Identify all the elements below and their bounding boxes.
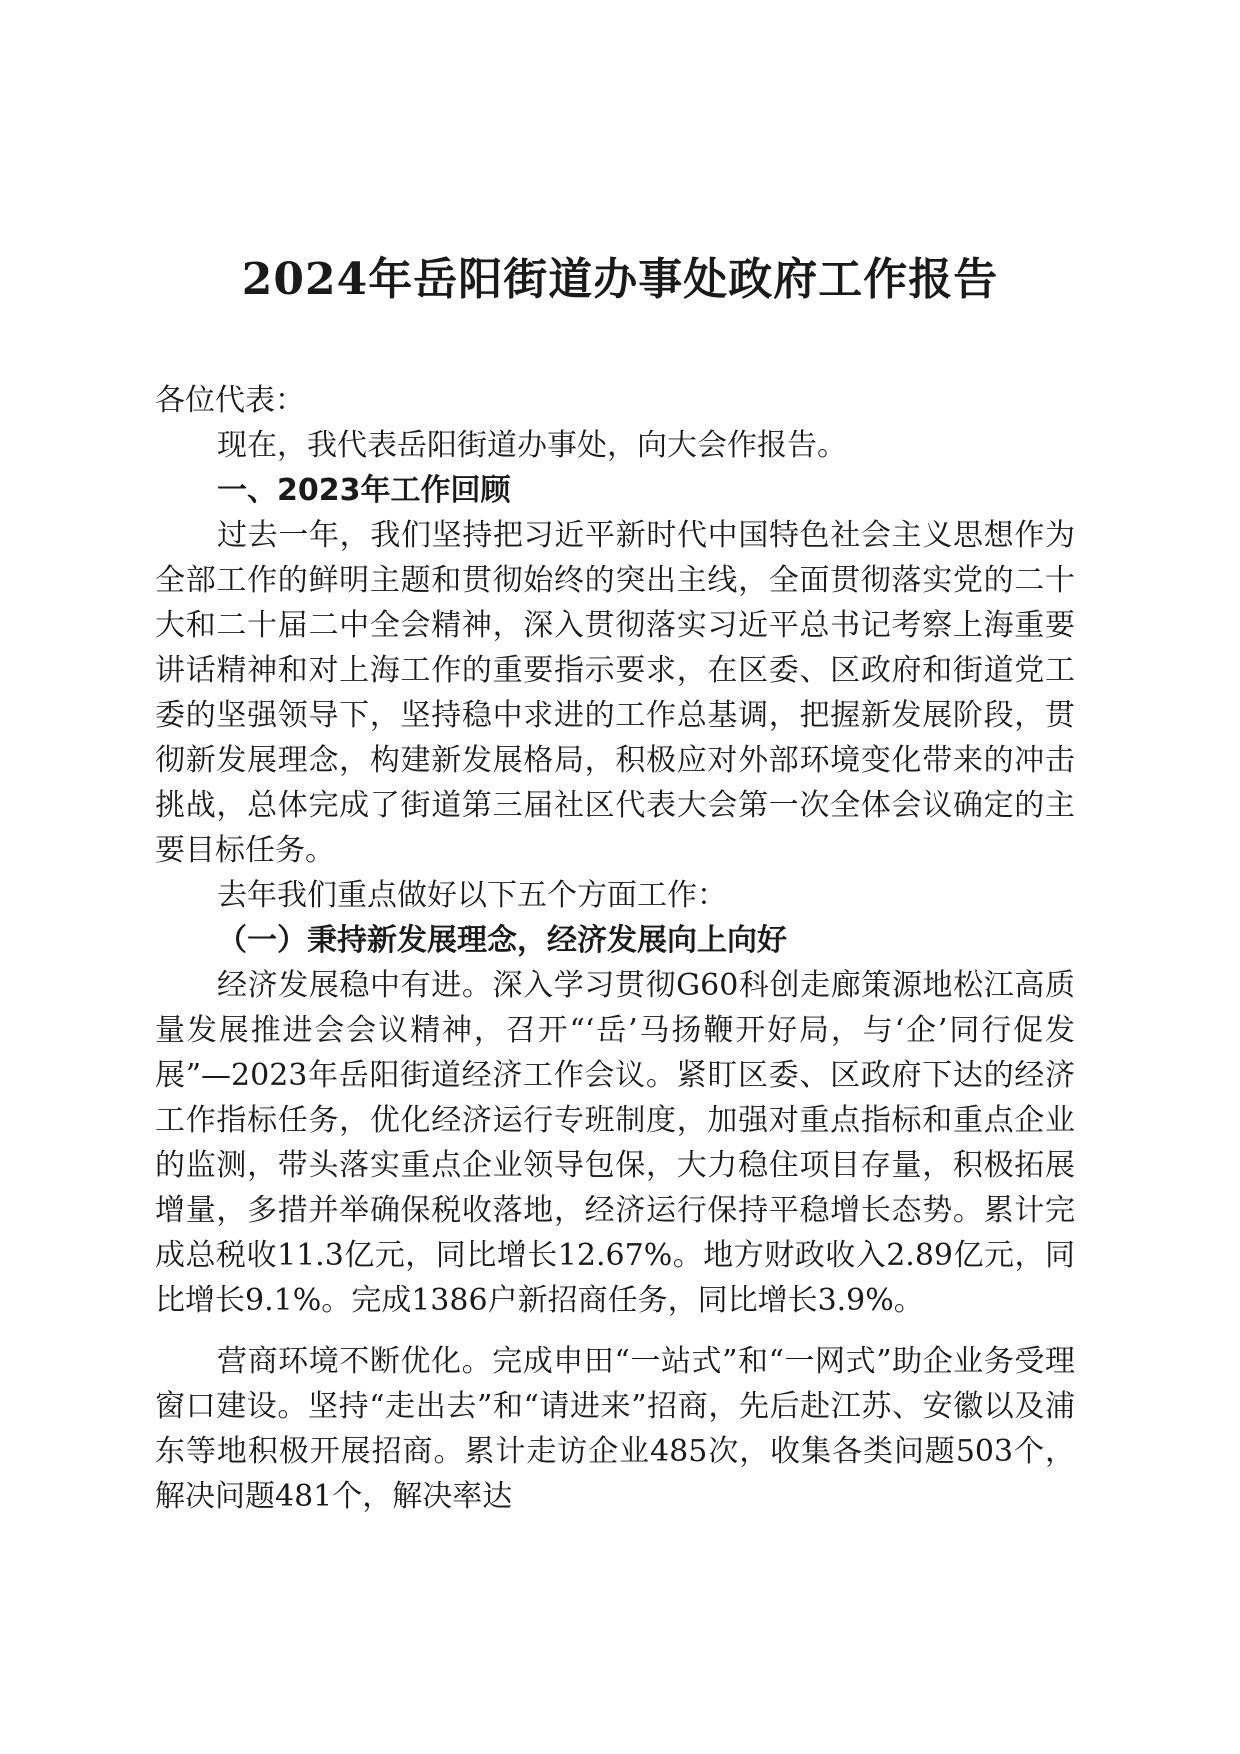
document-body	[155, 378, 1075, 1519]
section-heading-1: 一、2023年工作回顾	[217, 473, 511, 508]
salutation: 各位代表：	[155, 383, 305, 418]
paragraph-review: 过去一年，我们坚持把习近平新时代中国特色社会主义思想作为全部工作的鲜明主题和贯彻始终的突出主线，全面贯彻落实党的二十大和二十届二中全会精神，深入贯彻落实习近平总书记考察上海重要讲话精神和对上海工作的重要指示要求，在区委、区政府和街道党工委的坚强领导下，坚持稳中求进的工作总基调，把握新发展阶段，贯彻新发展理念，构建新发展格局，积极应对外部环境变化带来的冲击挑战，总体完成了街道第三届社区代表大会第一次全体会议确定的主要目标任务。	[155, 518, 1075, 868]
document-title: 2024年岳阳街道办事处政府工作报告	[241, 254, 999, 305]
paragraph-five-aspects: 去年我们重点做好以下五个方面工作：	[217, 878, 727, 913]
paragraph-economy: 经济发展稳中有进。深入学习贯彻G60科创走廊策源地松江高质量发展推进会会议精神，召开“‘岳’马扬鞭开好局，与‘企’同行促发展”—2023年岳阳街道经济工作会议。紧盯区委、区政府下达的经济工作指标任务，优化经济运行专班制度，加强对重点指标和重点企业的监测，带头落实重点企业领导包保，大力稳住项目存量，积极拓展增量，多措并举确保税收落地，经济运行保持平稳增长态势。累计完成总税收11.3亿元，同比增长12.67%。地方财政收入2.89亿元，同比增长9.1%。完成1386户新招商任务，同比增长3.9%。	[155, 968, 1075, 1318]
paragraph-business-environment: 营商环境不断优化。完成申田“一站式”和“一网式”助企业务受理窗口建设。坚持“走出去”和“请进来”招商，先后赴江苏、安徽以及浦东等地积极开展招商。累计走访企业485次，收集各类问题503个，解决问题481个，解决率达	[155, 1344, 1075, 1514]
paragraph-intro: 现在，我代表岳阳街道办事处，向大会作报告。	[217, 428, 847, 463]
subsection-heading-1: （一）秉持新发展理念，经济发展向上向好	[217, 923, 787, 958]
